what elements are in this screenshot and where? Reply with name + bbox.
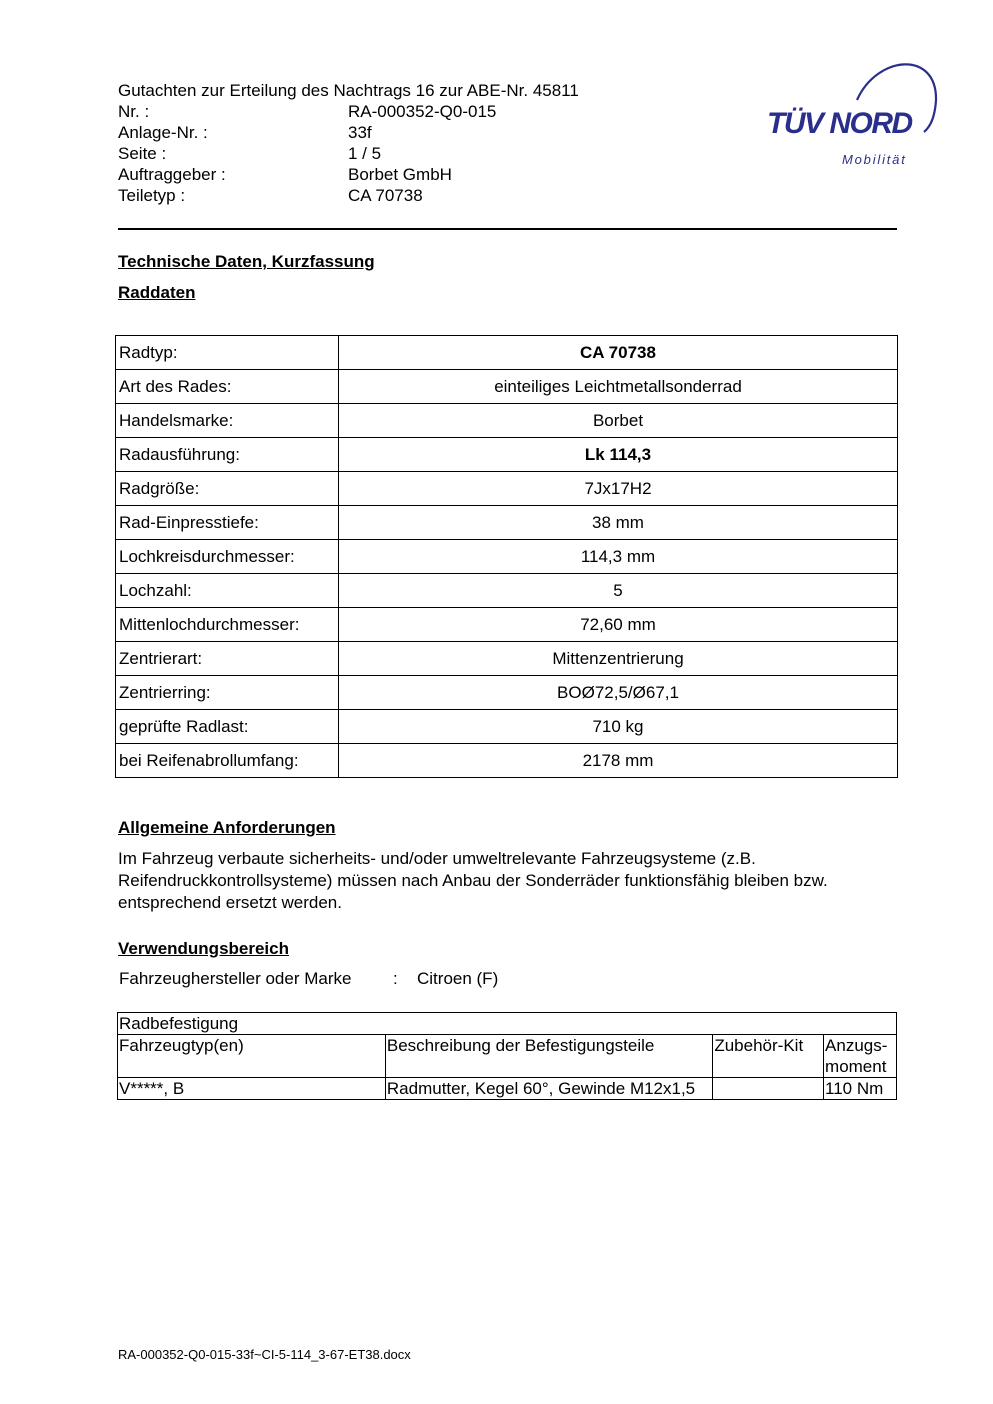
header-label: Anlage-Nr. :: [118, 123, 208, 142]
table-cell-label: Radgröße:: [116, 472, 339, 506]
table-row: [116, 370, 898, 404]
section-heading-verwendung: Verwendungsbereich: [118, 939, 289, 958]
table-row: [116, 506, 898, 540]
table-cell-label: bei Reifenabrollumfang:: [116, 744, 339, 778]
usage-label: Fahrzeughersteller oder Marke: [119, 969, 352, 988]
document-header: [118, 80, 579, 206]
column-header: Fahrzeugtyp(en): [118, 1035, 386, 1078]
table-cell-label: geprüfte Radlast:: [116, 710, 339, 744]
table-row: [116, 574, 898, 608]
table-title-row: [118, 1013, 897, 1035]
document-title: Gutachten zur Erteilung des Nachtrags 16 zur ABE-Nr. 45811: [118, 81, 579, 100]
table-row: [116, 472, 898, 506]
table-cell-value: Mittenzentrierung: [339, 642, 898, 676]
table-cell-value: CA 70738: [339, 336, 898, 370]
raddaten-table: [115, 335, 898, 778]
table-row: [116, 540, 898, 574]
table-cell-label: Art des Rades:: [116, 370, 339, 404]
header-label: Nr. :: [118, 102, 150, 121]
table-cell-value: 114,3 mm: [339, 540, 898, 574]
table-cell-label: Zentrierart:: [116, 642, 339, 676]
table-cell: Radmutter, Kegel 60°, Gewinde M12x1,5: [385, 1078, 712, 1100]
table-title: Radbefestigung: [118, 1013, 897, 1035]
table-cell-label: Handelsmarke:: [116, 404, 339, 438]
header-value: Borbet GmbH: [348, 165, 452, 184]
table-cell-value: 7Jx17H2: [339, 472, 898, 506]
header-row-seite: [118, 143, 579, 164]
table-cell: [713, 1078, 824, 1100]
table-cell-value: 72,60 mm: [339, 608, 898, 642]
table-header-row: [118, 1035, 897, 1078]
table-cell: V*****, B: [118, 1078, 386, 1100]
table-cell-value: 5: [339, 574, 898, 608]
header-value: 33f: [348, 123, 372, 142]
header-divider: [118, 228, 897, 230]
table-cell-value: einteiliges Leichtmetallsonderrad: [339, 370, 898, 404]
section-heading-raddaten: Raddaten: [118, 283, 196, 302]
table-cell-value: Borbet: [339, 404, 898, 438]
table-row: [116, 608, 898, 642]
column-header: Zubehör-Kit: [713, 1035, 824, 1078]
header-row-teiletyp: [118, 185, 579, 206]
table-cell-label: Zentrierring:: [116, 676, 339, 710]
header-label: Auftraggeber :: [118, 165, 226, 184]
logo-subtitle: Mobilität: [842, 152, 907, 167]
table-cell-value: Lk 114,3: [339, 438, 898, 472]
table-cell-label: Rad-Einpresstiefe:: [116, 506, 339, 540]
usage-separator: :: [393, 969, 398, 988]
header-row-anlage: [118, 122, 579, 143]
header-value: RA-000352-Q0-015: [348, 102, 497, 121]
header-value: CA 70738: [348, 186, 423, 205]
tuv-nord-logo: [762, 55, 942, 175]
table-row: [116, 642, 898, 676]
header-label: Seite :: [118, 144, 167, 163]
table-row: [116, 404, 898, 438]
column-header: Anzugs-moment: [824, 1035, 897, 1078]
table-cell-value: 38 mm: [339, 506, 898, 540]
table-row: [116, 676, 898, 710]
header-label: Teiletyp :: [118, 186, 186, 205]
table-row: [116, 336, 898, 370]
column-header: Beschreibung der Befestigungsteile: [385, 1035, 712, 1078]
table-cell-value: 710 kg: [339, 710, 898, 744]
table-cell-value: BOØ72,5/Ø67,1: [339, 676, 898, 710]
table-cell-label: Lochzahl:: [116, 574, 339, 608]
table-cell-value: 2178 mm: [339, 744, 898, 778]
usage-line: [118, 969, 498, 989]
header-row-nr: [118, 101, 579, 122]
logo-wordmark: TÜV NORD: [767, 107, 912, 140]
table-cell: 110 Nm: [824, 1078, 897, 1100]
section-heading-allgemeine: Allgemeine Anforderungen: [118, 818, 336, 837]
header-value: 1 / 5: [348, 144, 382, 163]
header-row-auftraggeber: [118, 164, 579, 185]
table-row: [116, 710, 898, 744]
table-row: [118, 1078, 897, 1100]
section-heading-technische: Technische Daten, Kurzfassung: [118, 252, 375, 271]
table-cell-label: Mittenlochdurchmesser:: [116, 608, 339, 642]
table-row: [116, 438, 898, 472]
table-cell-label: Radausführung:: [116, 438, 339, 472]
table-row: [116, 744, 898, 778]
allgemeine-paragraph: Im Fahrzeug verbaute sicherheits- und/oder umweltrelevante Fahrzeugsysteme (z.B. Reifendruckkontrollsysteme) müssen nach Anbau der Sonderräder funktionsfähig bleiben bzw. entsprechend ersetzt werden.: [118, 849, 828, 912]
footer-filename: RA-000352-Q0-015-33f~CI-5-114_3-67-ET38.docx: [118, 1347, 411, 1362]
table-cell-label: Lochkreisdurchmesser:: [116, 540, 339, 574]
table-cell-label: Radtyp:: [116, 336, 339, 370]
usage-value: Citroen (F): [417, 969, 499, 988]
radbefestigung-table: [117, 1012, 897, 1100]
